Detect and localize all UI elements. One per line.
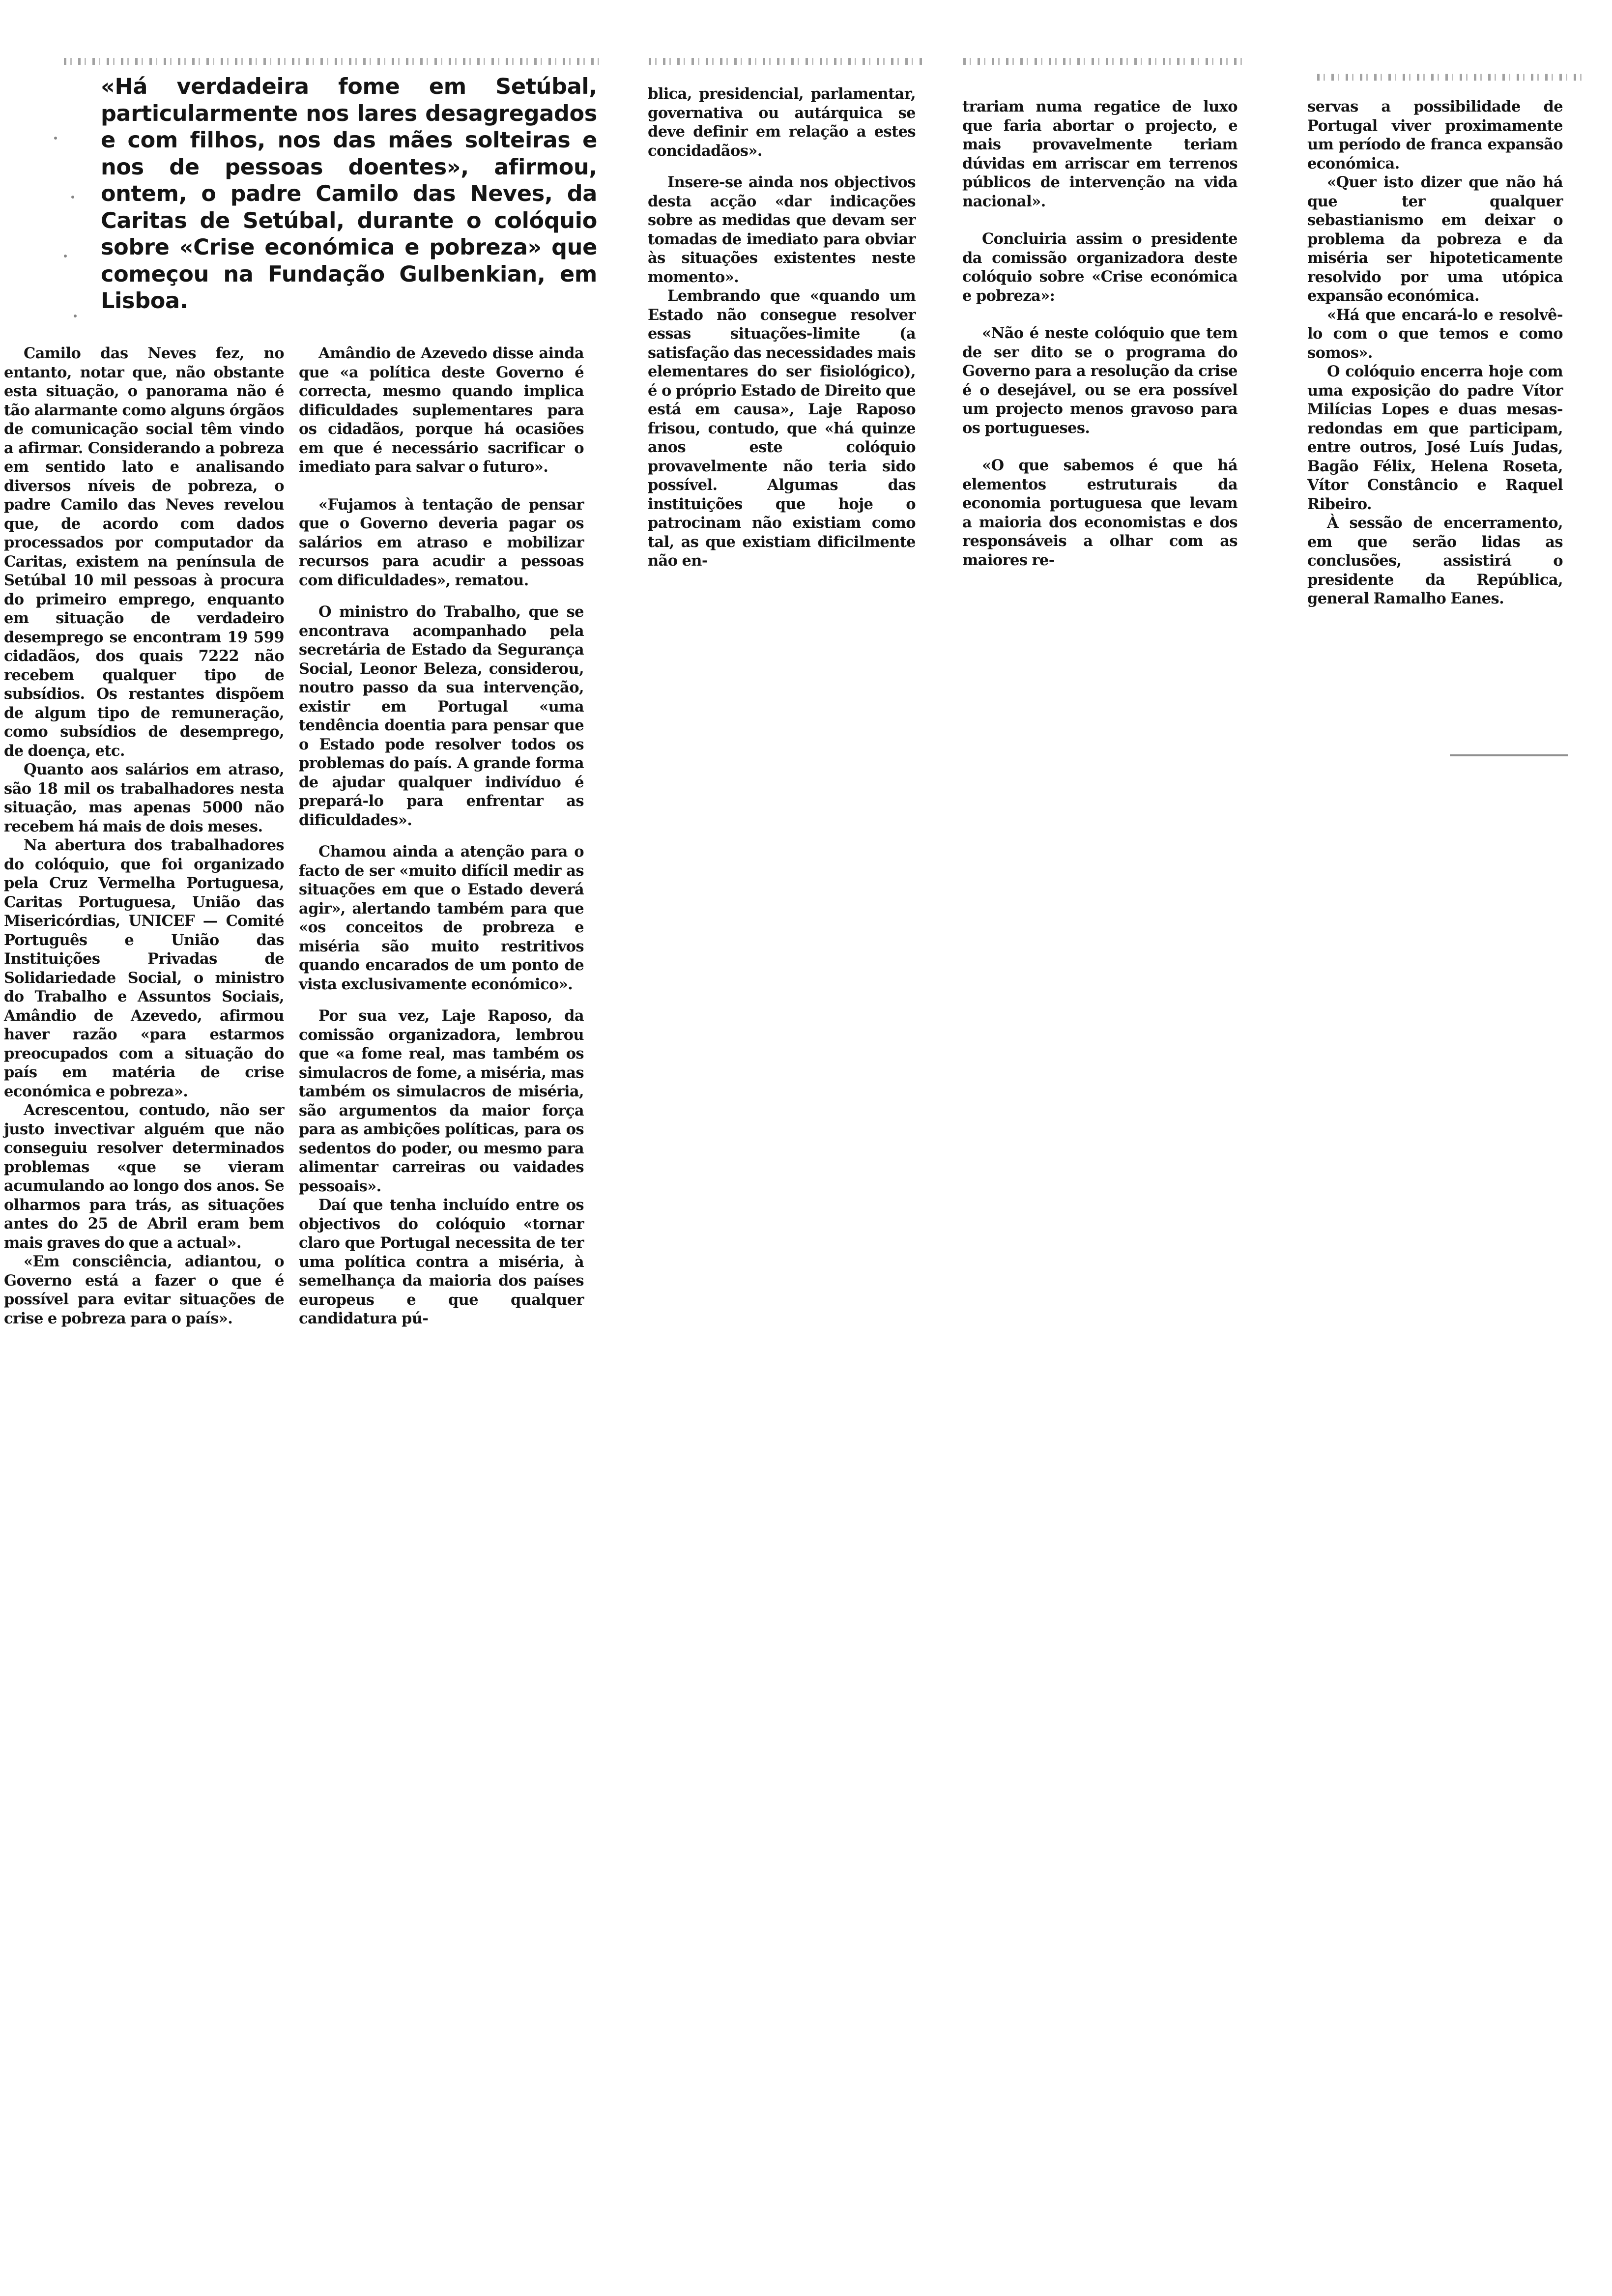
- scan-noise-top: [1317, 74, 1583, 81]
- paragraph: Por sua vez, Laje Raposo, da comissão organizadora, lembrou que «a fome real, mas também os simulacros de fome, a miséria, mas também os simulacros de miséria, são argumentos da maior força para as ambições políticas, para os sedentos do poder, ou mesmo para alimentar carreiras ou vaidades pessoais».: [299, 1007, 584, 1195]
- article-column-3: [648, 85, 916, 571]
- paragraph: servas a possibilidade de Portugal viver proximamente um período de franca expansão económica.: [1307, 98, 1563, 172]
- paragraph: «O que sabemos é que há elementos estruturais da economia portuguesa que levam a maioria dos economistas e dos responsáveis a olhar com as maiores re-: [962, 457, 1238, 569]
- paragraph: À sessão de encerramento, em que serão lidas as conclusões, assistirá o presidente da República, general Ramalho Eanes.: [1307, 514, 1563, 607]
- scan-noise-top: [963, 58, 1243, 65]
- paragraph: trariam numa regatice de luxo que faria abortar o projecto, e mais provavelmente teriam dúvidas em arriscar em terrenos públicos de intervenção na vida nacional».: [962, 98, 1238, 210]
- article-column-5: [1307, 97, 1563, 608]
- paragraph: Amândio de Azevedo disse ainda que «a política deste Governo é correcta, mesmo quando implica dificuldades suplementares para os cidadãos, porque há ocasiões em que é necessário sacrificar o imediato para salvar o futuro».: [299, 344, 584, 476]
- scan-noise-top: [64, 58, 600, 65]
- paragraph: «Há que encará-lo e resolvê-lo com o que temos e como somos».: [1307, 306, 1563, 362]
- scan-noise-top: [649, 58, 924, 65]
- article-end-rule: [1450, 754, 1568, 756]
- paragraph: blica, presidencial, parlamentar, governativa ou autárquica se deve definir em relação a estes concidadãos».: [648, 85, 916, 160]
- article-column-4: [962, 97, 1238, 570]
- paragraph: Daí que tenha incluído entre os objectivos do colóquio «tornar claro que Portugal necessita de ter uma política contra a miséria, à semelhança da maioria dos países europeus e que qualquer candidatura pú-: [299, 1196, 584, 1327]
- article-column-1: [4, 344, 284, 1328]
- paragraph: O ministro do Trabalho, que se encontrava acompanhado pela secretária de Estado da Segurança Social, Leonor Beleza, considerou, noutro passo da sua intervenção, existir em Portugal «uma tendência doentia para pensar que o Estado pode resolver todos os problemas do país. A grande forma de ajudar qualquer indivíduo é prepará-lo para enfrentar as dificuldades».: [299, 603, 584, 829]
- paragraph: «Quer isto dizer que não há que ter qualquer sebastianismo em deixar o problema da pobreza e da miséria ser hipoteticamente resolvido por uma utópica expansão económica.: [1307, 173, 1563, 305]
- article-column-2: [299, 344, 584, 1328]
- paragraph: Concluiria assim o presidente da comissão organizadora deste colóquio sobre «Crise económica e pobreza»:: [962, 230, 1238, 305]
- paragraph: Na abertura dos trabalhadores do colóquio, que foi organizado pela Cruz Vermelha Portuguesa, Caritas Portuguesa, União das Misericórdias, UNICEF — Comité Português e União das Instituições Privadas de Solidariedade Social, o ministro do Trabalho e Assuntos Sociais, Amândio de Azevedo, afirmou haver razão «para estarmos preocupados com a situação do país em matéria de crise económica e pobreza».: [4, 836, 284, 1100]
- paragraph: «Fujamos à tentação de pensar que o Governo deveria pagar os salários em atraso e mobilizar recursos para acudir a pessoas com dificuldades», rematou.: [299, 495, 584, 589]
- paragraph: «Não é neste colóquio que tem de ser dito se o programa do Governo para a resolução da crise é o desejável, ou se era possível um projecto menos gravoso para os portugueses.: [962, 324, 1238, 437]
- scan-speck: [74, 315, 77, 317]
- paragraph: Acrescentou, contudo, não ser justo invectivar alguém que não conseguiu resolver determinados problemas «que se vieram acumulando ao longo dos anos. Se olharmos para trás, as situações antes do 25 de Abril eram bem mais graves do que a actual».: [4, 1101, 284, 1252]
- paragraph: Chamou ainda a atenção para o facto de ser «muito difícil medir as situações em que o Estado deverá agir», alertando também para que «os conceitos de probreza e miséria são muito restritivos quando encarados de um ponto de vista exclusivamente económico».: [299, 843, 584, 993]
- scan-speck: [64, 255, 67, 258]
- article-lead: «Há verdadeira fome em Setúbal, particularmente nos lares desagregados e com filhos, nos das mães solteiras e nos de pessoas doentes», afirmou, ontem, o padre Camilo das Neves, da Caritas de Setúbal, durante o colóquio sobre «Crise económica e pobreza» que começou na Fundação Gulbenkian, em Lisboa.: [101, 74, 597, 314]
- paragraph: Lembrando que «quando um Estado não consegue resolver essas situações-limite (a satisfação das necessidades mais elementares do ser fisiológico), é o próprio Estado de Direito que está em causa», Laje Raposo frisou, contudo, que «há quinze anos este colóquio provavelmente não teria sido possível. Algumas das instituições que hoje o patrocinam não existiam como tal, as que existiam dificilmente não en-: [648, 287, 916, 570]
- paragraph: Quanto aos salários em atraso, são 18 mil os trabalhadores nesta situação, mas apenas 5000 não recebem há mais de dois meses.: [4, 761, 284, 835]
- paragraph: O colóquio encerra hoje com uma exposição do padre Vítor Milícias Lopes e duas mesas-redondas em que participam, entre outros, José Luís Judas, Bagão Félix, Helena Roseta, Vítor Constâncio e Raquel Ribeiro.: [1307, 363, 1563, 513]
- scan-speck: [71, 196, 74, 199]
- paragraph: Camilo das Neves fez, no entanto, notar que, não obstante esta situação, o panorama não é tão alarmante como alguns órgãos de comunicação social têm vindo a afirmar. Considerando a pobreza em sentido lato e analisando diversos níveis de pobreza, o padre Camilo das Neves revelou que, de acordo com dados processados por computador da Caritas, existem na península de Setúbal 10 mil pessoas à procura do primeiro emprego, enquanto em situação de verdadeiro desemprego se encontram 19 599 cidadãos, dos quais 7222 não recebem qualquer tipo de subsídios. Os restantes dispõem de algum tipo de remuneração, como subsídios de desemprego, de doença, etc.: [4, 344, 284, 760]
- paragraph: «Em consciência, adiantou, o Governo está a fazer o que é possível para evitar situações de crise e pobreza para o país».: [4, 1253, 284, 1327]
- scan-speck: [54, 137, 57, 140]
- paragraph: Insere-se ainda nos objectivos desta acção «dar indicações sobre as medidas que devam ser tomadas de imediato para obviar às situações existentes neste momento».: [648, 173, 916, 286]
